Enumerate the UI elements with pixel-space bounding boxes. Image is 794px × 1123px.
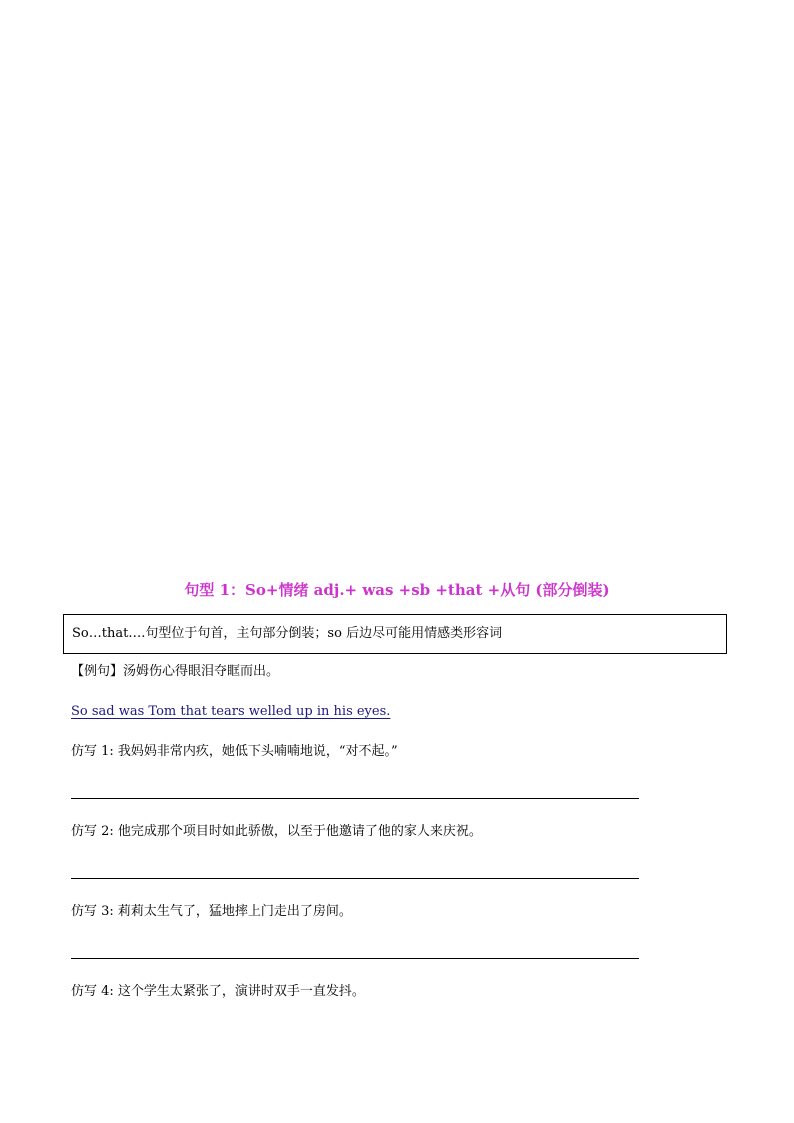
section-title: 句型 1：So+情绪 adj.+ was +sb +that +从句 (部分倒装) — [184, 581, 610, 599]
answer-line-2 — [71, 878, 639, 879]
example-chinese: 【例句】汤姆伤心得眼泪夺眶而出。 — [71, 664, 280, 679]
note-text: So…that….句型位于句首，主句部分倒装；so 后边尽可能用情感类形容词 — [72, 626, 503, 641]
answer-line-1 — [71, 798, 639, 799]
exercise-1: 仿写 1: 我妈妈非常内疚，她低下头喃喃地说，“对不起。” — [71, 744, 398, 759]
exercise-4: 仿写 4: 这个学生太紧张了，演讲时双手一直发抖。 — [71, 984, 365, 999]
exercise-2: 仿写 2: 他完成那个项目时如此骄傲，以至于他邀请了他的家人来庆祝。 — [71, 824, 482, 839]
exercise-3: 仿写 3: 莉莉太生气了，猛地摔上门走出了房间。 — [71, 904, 352, 919]
note-box — [63, 614, 727, 654]
answer-line-3 — [71, 958, 639, 959]
example-english: So sad was Tom that tears welled up in his eyes. — [71, 704, 391, 719]
